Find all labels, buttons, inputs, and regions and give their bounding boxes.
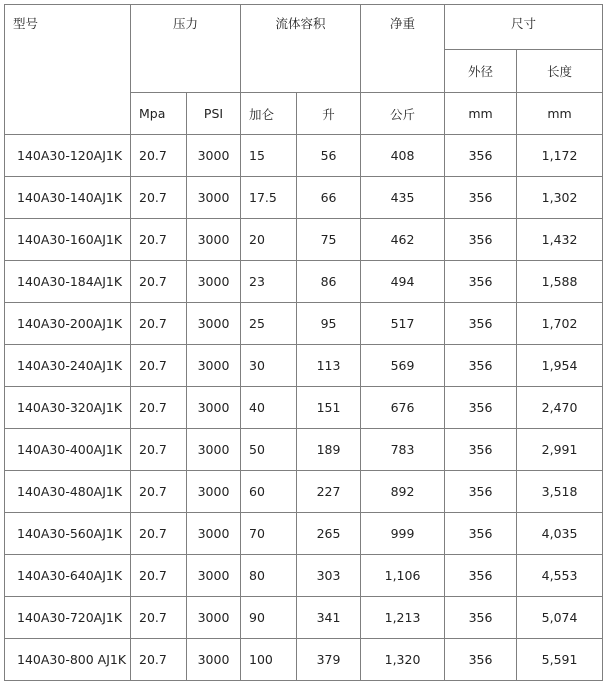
cell-psi: 3000: [187, 345, 241, 387]
cell-weight: 892: [361, 471, 445, 513]
cell-gallon: 100: [241, 639, 297, 681]
cell-weight: 494: [361, 261, 445, 303]
table-header: [5, 5, 603, 135]
cell-length: 5,074: [517, 597, 603, 639]
cell-model: 140A30-200AJ1K: [5, 303, 131, 345]
cell-mpa: 20.7: [131, 387, 187, 429]
cell-weight: 1,213: [361, 597, 445, 639]
cell-gallon: 90: [241, 597, 297, 639]
header-fluid-volume: 流体容积: [241, 5, 361, 93]
cell-liter: 113: [297, 345, 361, 387]
cell-gallon: 60: [241, 471, 297, 513]
cell-liter: 379: [297, 639, 361, 681]
cell-weight: 408: [361, 135, 445, 177]
cell-liter: 189: [297, 429, 361, 471]
cell-liter: 265: [297, 513, 361, 555]
cell-length: 2,991: [517, 429, 603, 471]
cell-psi: 3000: [187, 219, 241, 261]
cell-model: 140A30-560AJ1K: [5, 513, 131, 555]
cell-mpa: 20.7: [131, 345, 187, 387]
cell-length: 4,553: [517, 555, 603, 597]
cell-psi: 3000: [187, 513, 241, 555]
cell-mpa: 20.7: [131, 513, 187, 555]
cell-length: 1,172: [517, 135, 603, 177]
cell-weight: 1,320: [361, 639, 445, 681]
cell-od: 356: [445, 177, 517, 219]
header-model: 型号: [5, 5, 131, 135]
table-row: [5, 387, 603, 429]
cell-length: 1,588: [517, 261, 603, 303]
cell-model: 140A30-320AJ1K: [5, 387, 131, 429]
cell-mpa: 20.7: [131, 471, 187, 513]
table-body: [5, 135, 603, 681]
unit-gallon: 加仑: [241, 93, 297, 135]
cell-weight: 569: [361, 345, 445, 387]
cell-length: 5,591: [517, 639, 603, 681]
table-row: [5, 219, 603, 261]
cell-gallon: 70: [241, 513, 297, 555]
cell-gallon: 23: [241, 261, 297, 303]
cell-gallon: 25: [241, 303, 297, 345]
cell-od: 356: [445, 135, 517, 177]
cell-liter: 151: [297, 387, 361, 429]
cell-psi: 3000: [187, 429, 241, 471]
cell-od: 356: [445, 303, 517, 345]
cell-length: 4,035: [517, 513, 603, 555]
cell-psi: 3000: [187, 639, 241, 681]
cell-od: 356: [445, 429, 517, 471]
table-row: [5, 345, 603, 387]
cell-model: 140A30-400AJ1K: [5, 429, 131, 471]
cell-gallon: 40: [241, 387, 297, 429]
cell-weight: 676: [361, 387, 445, 429]
cell-mpa: 20.7: [131, 177, 187, 219]
cell-gallon: 20: [241, 219, 297, 261]
cell-model: 140A30-140AJ1K: [5, 177, 131, 219]
table-row: [5, 135, 603, 177]
cell-length: 1,954: [517, 345, 603, 387]
spec-table: [4, 4, 603, 681]
cell-weight: 462: [361, 219, 445, 261]
table-row: [5, 177, 603, 219]
cell-psi: 3000: [187, 135, 241, 177]
cell-mpa: 20.7: [131, 429, 187, 471]
cell-gallon: 50: [241, 429, 297, 471]
cell-liter: 95: [297, 303, 361, 345]
cell-psi: 3000: [187, 387, 241, 429]
cell-od: 356: [445, 555, 517, 597]
header-net-weight: 净重: [361, 5, 445, 93]
cell-gallon: 80: [241, 555, 297, 597]
cell-length: 1,702: [517, 303, 603, 345]
cell-liter: 86: [297, 261, 361, 303]
cell-od: 356: [445, 597, 517, 639]
cell-mpa: 20.7: [131, 219, 187, 261]
cell-od: 356: [445, 261, 517, 303]
unit-mm-length: mm: [517, 93, 603, 135]
cell-model: 140A30-640AJ1K: [5, 555, 131, 597]
cell-model: 140A30-480AJ1K: [5, 471, 131, 513]
cell-gallon: 15: [241, 135, 297, 177]
table-row: [5, 513, 603, 555]
cell-model: 140A30-240AJ1K: [5, 345, 131, 387]
cell-model: 140A30-184AJ1K: [5, 261, 131, 303]
cell-od: 356: [445, 639, 517, 681]
cell-weight: 999: [361, 513, 445, 555]
cell-od: 356: [445, 345, 517, 387]
cell-mpa: 20.7: [131, 135, 187, 177]
cell-model: 140A30-120AJ1K: [5, 135, 131, 177]
cell-od: 356: [445, 513, 517, 555]
unit-mm-od: mm: [445, 93, 517, 135]
cell-liter: 66: [297, 177, 361, 219]
header-length: 长度: [517, 50, 603, 93]
table-row: [5, 303, 603, 345]
cell-psi: 3000: [187, 177, 241, 219]
unit-kg: 公斤: [361, 93, 445, 135]
unit-mpa: Mpa: [131, 93, 187, 135]
cell-mpa: 20.7: [131, 639, 187, 681]
cell-mpa: 20.7: [131, 597, 187, 639]
cell-model: 140A30-720AJ1K: [5, 597, 131, 639]
cell-psi: 3000: [187, 555, 241, 597]
cell-gallon: 30: [241, 345, 297, 387]
cell-weight: 435: [361, 177, 445, 219]
cell-od: 356: [445, 471, 517, 513]
table-row: [5, 639, 603, 681]
cell-length: 3,518: [517, 471, 603, 513]
cell-liter: 341: [297, 597, 361, 639]
table-row: [5, 471, 603, 513]
cell-weight: 517: [361, 303, 445, 345]
table-row: [5, 597, 603, 639]
cell-psi: 3000: [187, 303, 241, 345]
cell-gallon: 17.5: [241, 177, 297, 219]
cell-model: 140A30-160AJ1K: [5, 219, 131, 261]
table-row: [5, 555, 603, 597]
header-size: 尺寸: [445, 5, 603, 50]
cell-psi: 3000: [187, 471, 241, 513]
cell-length: 2,470: [517, 387, 603, 429]
cell-liter: 227: [297, 471, 361, 513]
cell-length: 1,432: [517, 219, 603, 261]
unit-liter: 升: [297, 93, 361, 135]
table-row: [5, 261, 603, 303]
unit-psi: PSI: [187, 93, 241, 135]
cell-mpa: 20.7: [131, 261, 187, 303]
cell-mpa: 20.7: [131, 555, 187, 597]
cell-od: 356: [445, 387, 517, 429]
header-outer-diameter: 外径: [445, 50, 517, 93]
cell-weight: 1,106: [361, 555, 445, 597]
header-pressure: 压力: [131, 5, 241, 93]
cell-model: 140A30-800 AJ1K: [5, 639, 131, 681]
cell-psi: 3000: [187, 261, 241, 303]
cell-od: 356: [445, 219, 517, 261]
cell-length: 1,302: [517, 177, 603, 219]
cell-liter: 303: [297, 555, 361, 597]
table-row: [5, 429, 603, 471]
cell-weight: 783: [361, 429, 445, 471]
cell-psi: 3000: [187, 597, 241, 639]
cell-liter: 56: [297, 135, 361, 177]
cell-liter: 75: [297, 219, 361, 261]
cell-mpa: 20.7: [131, 303, 187, 345]
